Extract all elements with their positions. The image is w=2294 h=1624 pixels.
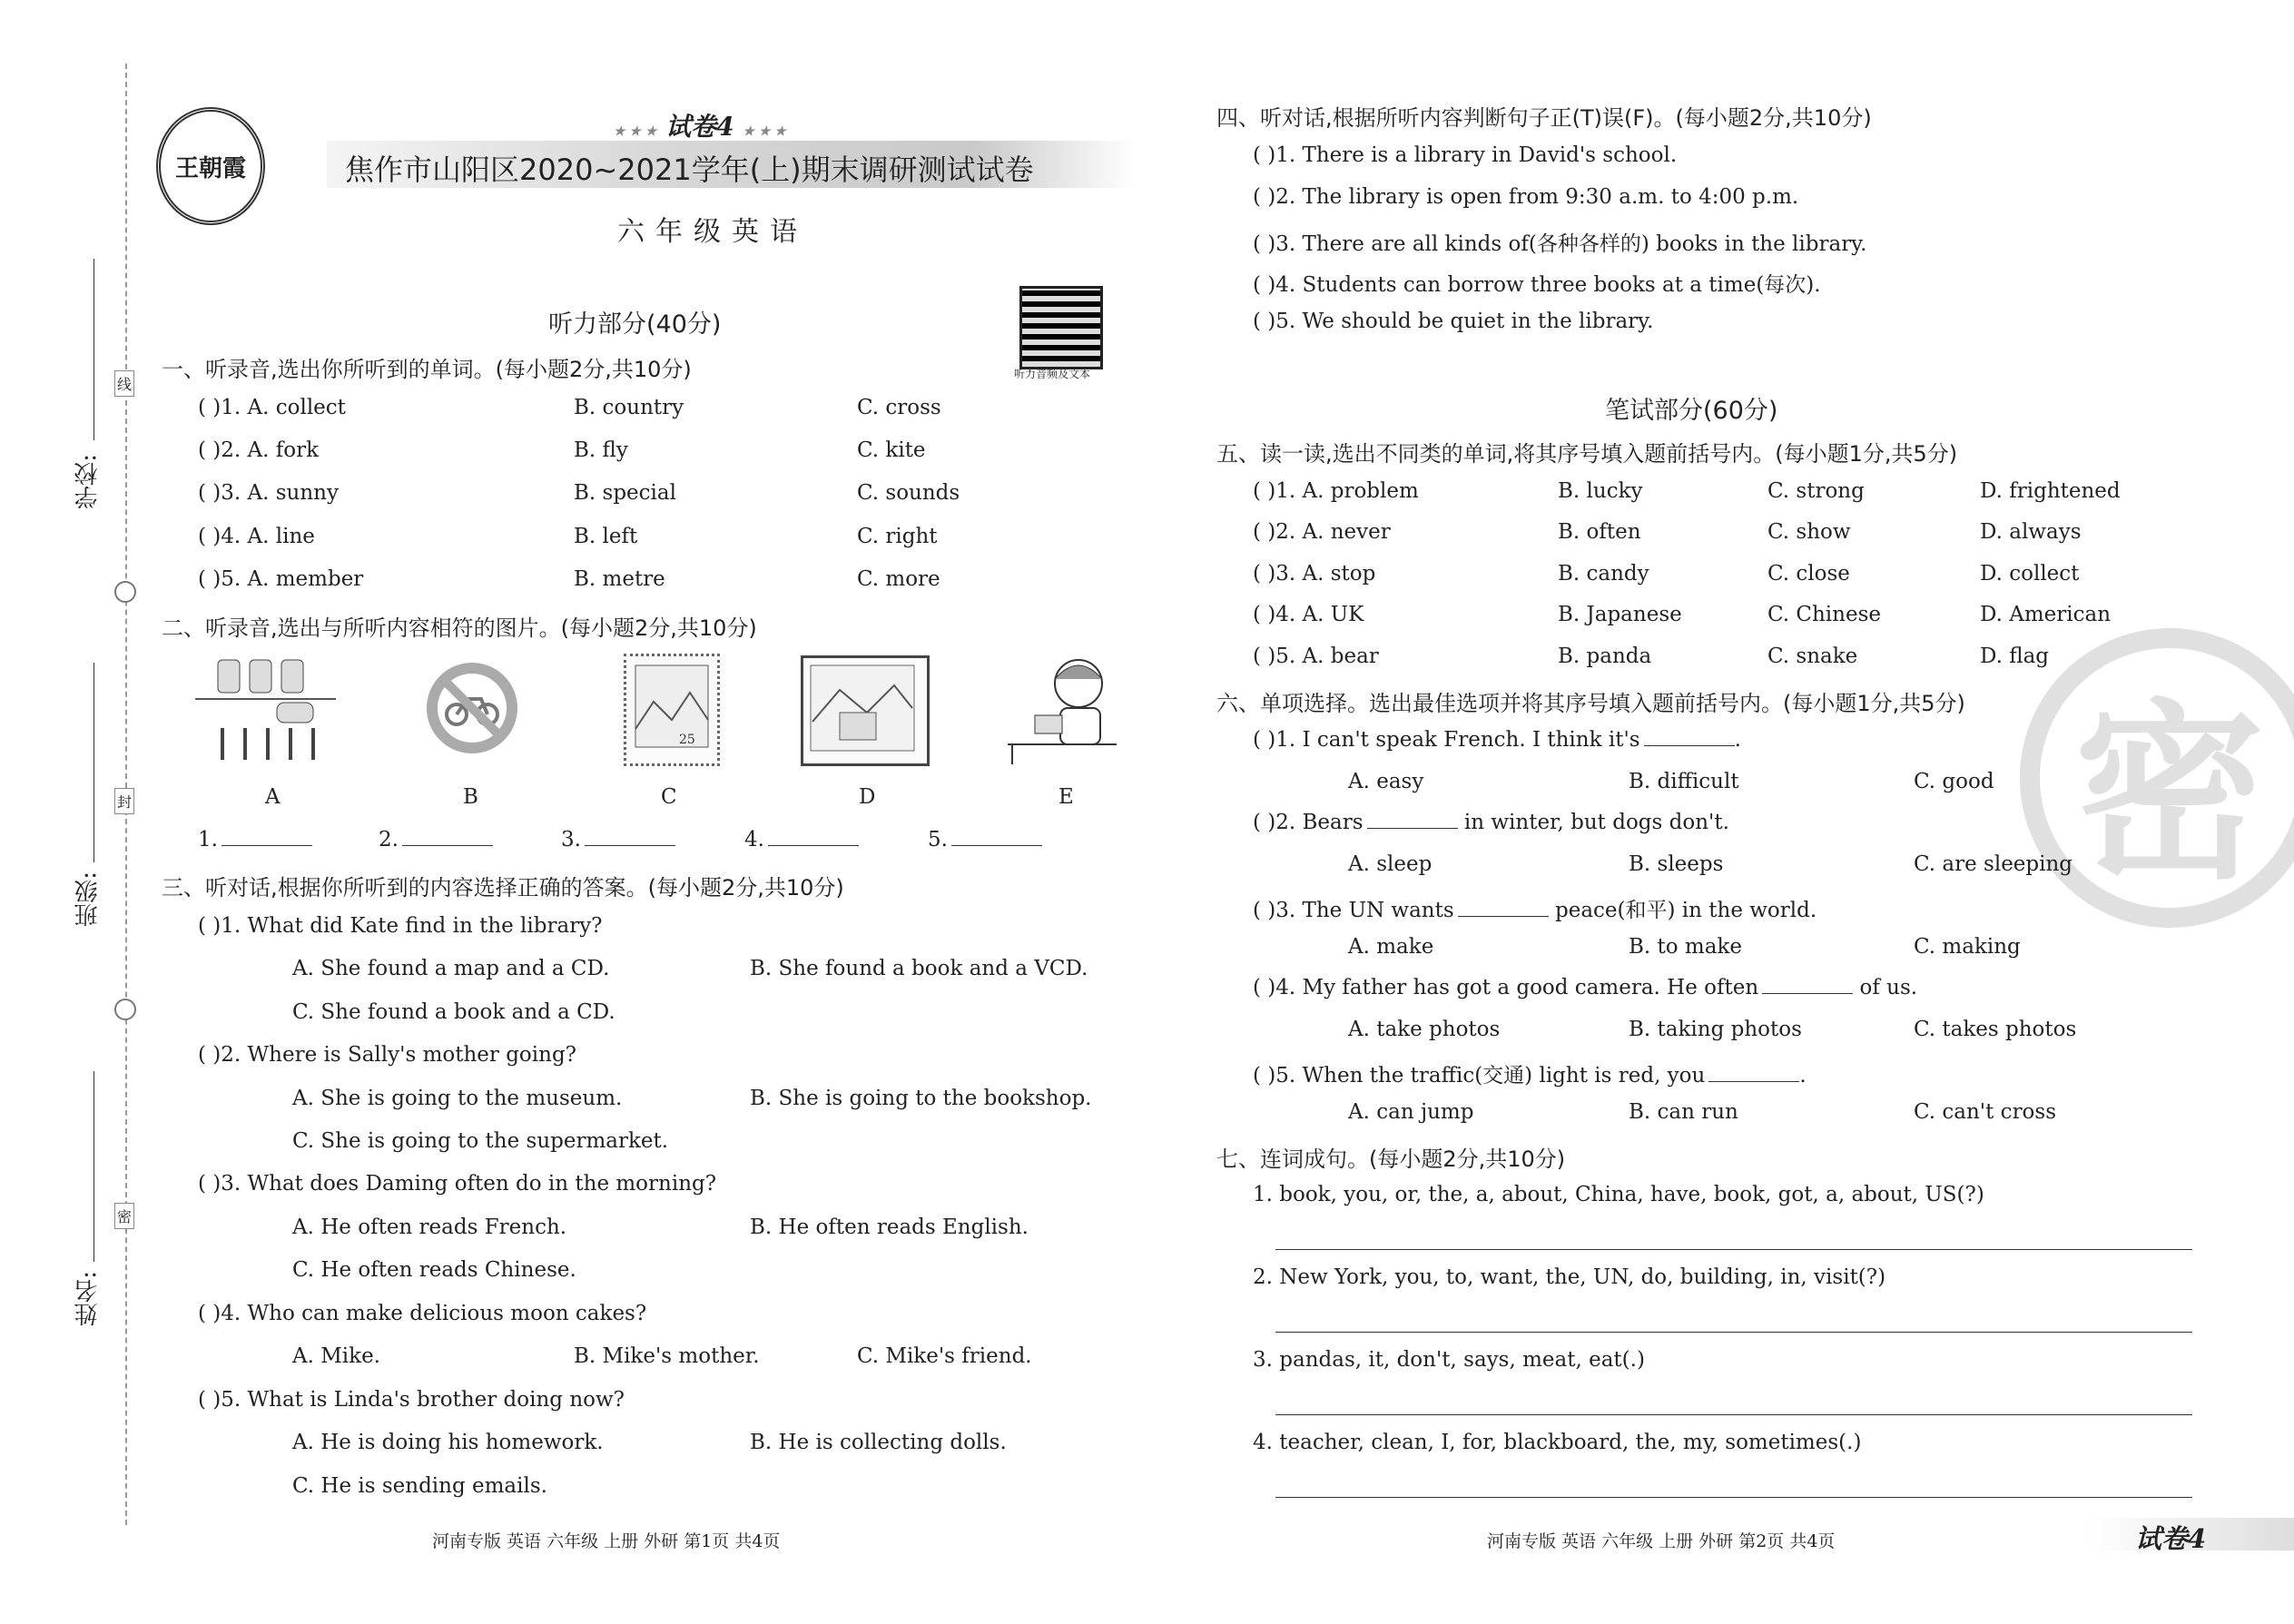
s3-q3-b: B. He often reads English. [750, 1216, 1029, 1239]
s5-item-4-c: C. Chinese [1767, 603, 1882, 626]
s3-q4-b: B. Mike's mother. [574, 1344, 760, 1368]
picture-label-d: D [859, 785, 876, 809]
s1-item-4-c: C. right [857, 525, 938, 548]
class-label: 班级: [74, 871, 102, 927]
s6-q2-a: A. sleep [1348, 852, 1433, 876]
s6-q4-a: A. take photos [1348, 1018, 1501, 1041]
footer-tag: 试卷4 [2135, 1523, 2207, 1554]
s4-item-5: ( )5. We should be quiet in the library. [1253, 310, 1654, 333]
s3-q1-a: A. She found a map and a CD. [292, 957, 610, 980]
s6-q1-c: C. good [1914, 770, 1994, 793]
s5-item-2-b: B. often [1558, 520, 1641, 544]
s1-item-1: ( )1. A. collect [198, 396, 346, 419]
s1-item-1-b: B. country [574, 396, 684, 419]
s7-answer-line-3[interactable] [1275, 1414, 2192, 1415]
s4-item-3: ( )3. There are all kinds of(各种各样的) books in the library. [1253, 232, 1867, 256]
s6-q5-b: B. can run [1629, 1100, 1738, 1124]
s7-answer-line-1[interactable] [1275, 1249, 2192, 1250]
s5-item-4-a: ( )4. A. UK [1253, 603, 1364, 626]
s5-item-4-d: D. American [1980, 603, 2112, 626]
s3-q4: ( )4. Who can make delicious moon cakes? [198, 1302, 647, 1325]
s1-item-3: ( )3. A. sunny [198, 481, 339, 505]
picture-label-b: B [463, 785, 478, 809]
exam-title: 焦作市山阳区2020~2021学年(上)期末调研测试试卷 [345, 153, 1034, 187]
s5-item-1-b: B. lucky [1558, 479, 1643, 503]
s7-item-1: 1. book, you, or, the, a, about, China, have, book, got, a, about, US(?) [1253, 1183, 1984, 1206]
s6-q4: ( )4. My father has got a good camera. He often of us. [1253, 976, 1918, 999]
s6-q4-b: B. taking photos [1629, 1018, 1802, 1041]
s7-item-4: 4. teacher, clean, I, for, blackboard, the, my, sometimes(.) [1253, 1431, 1862, 1454]
no-bicycle-icon [422, 658, 522, 758]
seal-mark-2: 封 [114, 788, 134, 814]
name-label: 姓名: [74, 1271, 102, 1326]
s1-item-4: ( )4. A. line [198, 525, 315, 548]
s5-item-3-a: ( )3. A. stop [1253, 562, 1376, 586]
writing-heading: 笔试部分(60分) [1605, 397, 1778, 425]
s4-item-1: ( )1. There is a library in David's school. [1253, 143, 1678, 167]
s7-answer-line-2[interactable] [1275, 1332, 2192, 1333]
s5-item-1-d: D. frightened [1980, 479, 2121, 503]
s3-q1: ( )1. What did Kate find in the library? [198, 914, 603, 938]
s2-answer-4[interactable]: 4. [744, 828, 859, 851]
s3-q3: ( )3. What does Daming often do in the morning? [198, 1172, 717, 1196]
s5-item-3-c: C. close [1767, 562, 1850, 586]
s6-q4-c: C. takes photos [1914, 1018, 2077, 1041]
s6-q3-c: C. making [1914, 935, 2021, 959]
section-6-title: 六、单项选择。选出最佳选项并将其序号填入题前括号内。(每小题1分,共5分) [1216, 691, 1965, 716]
s6-q2-c: C. are sleeping [1914, 852, 2073, 876]
s4-item-4: ( )4. Students can borrow three books at a time(每次). [1253, 273, 1821, 297]
footer-right: 河南专版 英语 六年级 上册 外研 第2页 共4页 [1487, 1531, 1836, 1551]
s6-q1: ( )1. I can't speak French. I think it's . [1253, 728, 1741, 752]
school-label: 学校: [74, 454, 102, 509]
picture-label-a: A [265, 785, 281, 809]
s3-q2-c: C. She is going to the supermarket. [292, 1129, 669, 1153]
s1-item-3-b: B. special [574, 481, 676, 505]
s3-q3-c: C. He often reads Chinese. [292, 1258, 576, 1282]
s6-q1-a: A. easy [1348, 770, 1424, 793]
picture-label-c: C [661, 785, 677, 809]
s6-q1-b: B. difficult [1629, 770, 1739, 793]
s3-q5-b: B. He is collecting dolls. [750, 1431, 1007, 1454]
s5-item-1-a: ( )1. A. problem [1253, 479, 1419, 503]
s2-answer-1[interactable]: 1. [198, 828, 312, 851]
picture-c-stamp [624, 654, 720, 766]
section-1-title: 一、听录音,选出你所听到的单词。(每小题2分,共10分) [162, 357, 692, 382]
s4-item-2: ( )2. The library is open from 9:30 a.m. to 4:00 p.m. [1253, 185, 1799, 209]
s6-q3: ( )3. The UN wants peace(和平) in the world. [1253, 899, 1817, 922]
s2-answer-2[interactable]: 2. [379, 828, 493, 851]
s5-item-3-d: D. collect [1980, 562, 2080, 586]
picture-d [801, 655, 930, 766]
star-icon: ★ ★ ★ [614, 124, 657, 139]
secret-stamp-icon: 密 [2020, 628, 2294, 928]
s6-q3-a: A. make [1348, 935, 1434, 959]
s3-q4-a: A. Mike. [292, 1344, 380, 1368]
section-4-title: 四、听对话,根据所听内容判断句子正(T)误(F)。(每小题2分,共10分) [1216, 105, 1872, 131]
s2-answer-3[interactable]: 3. [561, 828, 675, 851]
s1-item-3-c: C. sounds [857, 481, 960, 505]
s1-item-5: ( )5. A. member [198, 567, 364, 591]
s5-item-1-c: C. strong [1767, 479, 1865, 503]
s3-q4-c: C. Mike's friend. [857, 1344, 1032, 1368]
picture-e-boy-reading [1008, 652, 1126, 765]
binding-hole-icon [114, 581, 136, 603]
s3-q5-c: C. He is sending emails. [292, 1474, 547, 1498]
s5-item-2-a: ( )2. A. never [1253, 520, 1391, 544]
s3-q2: ( )2. Where is Sally's mother going? [198, 1043, 576, 1067]
picture-a [195, 655, 336, 763]
s1-item-2: ( )2. A. fork [198, 438, 320, 462]
s1-item-5-c: C. more [857, 567, 940, 591]
s5-item-2-d: D. always [1980, 520, 2082, 544]
s3-q2-a: A. She is going to the museum. [292, 1087, 623, 1110]
svg-text:25: 25 [679, 733, 695, 747]
s7-answer-line-4[interactable] [1275, 1497, 2192, 1498]
s1-item-2-c: C. kite [857, 438, 926, 462]
qr-caption: 听力音频及文本 [1014, 368, 1091, 380]
series-label: ★ ★ ★ 试卷4 ★ ★ ★ [614, 112, 786, 142]
s5-item-5-c: C. snake [1767, 645, 1858, 668]
s6-q5-a: A. can jump [1348, 1100, 1474, 1124]
s5-item-2-c: C. show [1767, 520, 1851, 544]
section-2-title: 二、听录音,选出与所听内容相符的图片。(每小题2分,共10分) [162, 615, 757, 641]
seal-mark-3: 密 [114, 1203, 134, 1229]
s1-item-2-b: B. fly [574, 438, 628, 462]
section-3-title: 三、听对话,根据你所听到的内容选择正确的答案。(每小题2分,共10分) [162, 875, 844, 901]
subject-title: 六年级英语 [617, 216, 808, 248]
footer-left: 河南专版 英语 六年级 上册 外研 第1页 共4页 [432, 1531, 781, 1551]
brand-logo [156, 107, 265, 225]
s5-item-3-b: B. candy [1558, 562, 1649, 586]
s3-q2-b: B. She is going to the bookshop. [750, 1087, 1092, 1110]
s5-item-5-b: B. panda [1558, 645, 1652, 668]
s6-q2: ( )2. Bears in winter, but dogs don't. [1253, 811, 1729, 834]
qr-code[interactable] [1019, 286, 1103, 369]
s3-q3-a: A. He often reads French. [292, 1216, 567, 1239]
s6-q5: ( )5. When the traffic(交通) light is red, you . [1253, 1064, 1807, 1088]
s3-q1-b: B. She found a book and a VCD. [750, 957, 1088, 980]
section-7-title: 七、连词成句。(每小题2分,共10分) [1216, 1147, 1566, 1172]
s6-q2-b: B. sleeps [1629, 852, 1724, 876]
s7-item-2: 2. New York, you, to, want, the, UN, do, building, in, visit(?) [1253, 1265, 1886, 1289]
s3-q1-c: C. She found a book and a CD. [292, 1000, 615, 1024]
logo-text: 王朝霞 [174, 154, 246, 182]
s2-answer-5[interactable]: 5. [928, 828, 1042, 851]
s1-item-4-b: B. left [574, 525, 638, 548]
s6-q3-b: B. to make [1629, 935, 1742, 959]
star-icon: ★ ★ ★ [743, 124, 786, 139]
s3-q5-a: A. He is doing his homework. [292, 1431, 604, 1454]
s3-q5: ( )5. What is Linda's brother doing now? [198, 1388, 625, 1412]
s1-item-1-c: C. cross [857, 396, 941, 419]
s7-item-3: 3. pandas, it, don't, says, meat, eat(.) [1253, 1348, 1645, 1372]
picture-label-e: E [1058, 785, 1074, 809]
s6-q5-c: C. can't cross [1914, 1100, 2057, 1124]
listening-heading: 听力部分(40分) [548, 310, 722, 339]
s5-item-5-d: D. flag [1980, 645, 2050, 668]
section-5-title: 五、读一读,选出不同类的单词,将其序号填入题前括号内。(每小题1分,共5分) [1216, 441, 1958, 467]
s5-item-5-a: ( )5. A. bear [1253, 645, 1379, 668]
binding-hole-icon [114, 999, 136, 1020]
s5-item-4-b: B. Japanese [1558, 603, 1682, 626]
seal-mark-1: 线 [114, 370, 134, 397]
s1-item-5-b: B. metre [574, 567, 665, 591]
